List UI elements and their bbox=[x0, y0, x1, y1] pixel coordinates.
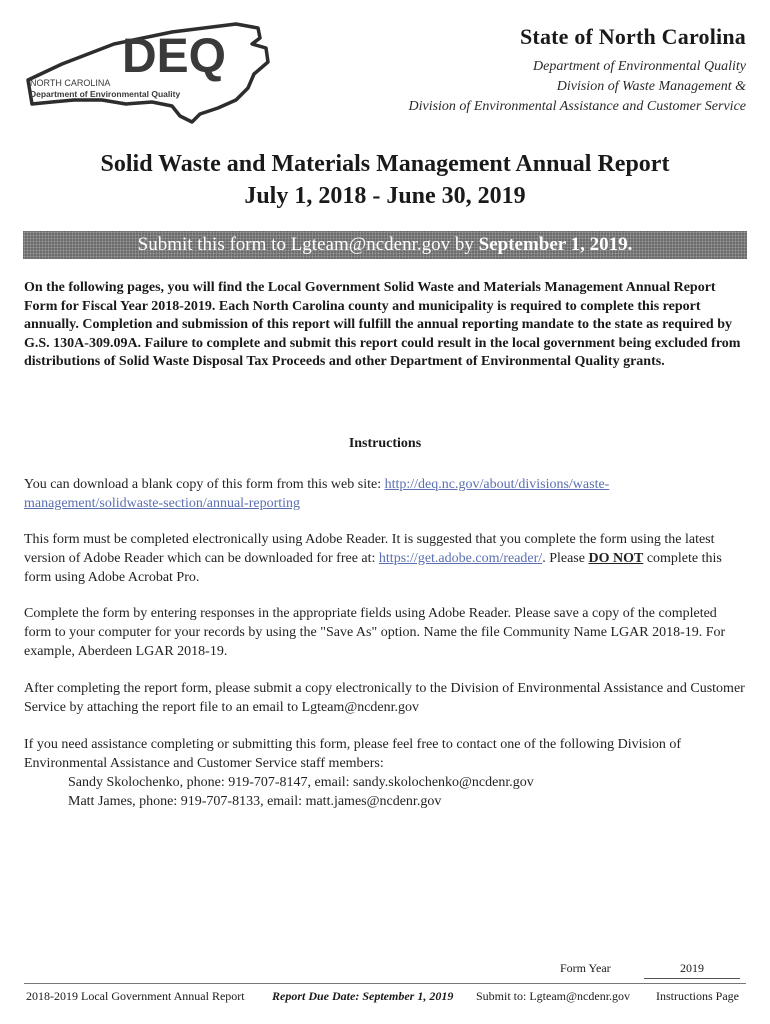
report-period: July 1, 2018 - June 30, 2019 bbox=[244, 183, 526, 209]
dept-line-1: Department of Environmental Quality bbox=[533, 59, 746, 74]
download-link[interactable]: http://deq.nc.gov/about/divisions/waste-management/solidwaste-section/annual-reporting bbox=[24, 477, 610, 511]
footer-due-date: Report Due Date: September 1, 2019 bbox=[272, 989, 454, 1003]
dept-line-2: Division of Waste Management & bbox=[556, 79, 746, 94]
footer-page-label: Instructions Page bbox=[656, 989, 739, 1003]
adobe-text-after: . Please bbox=[542, 551, 589, 566]
logo-subtitle-1: NORTH CAROLINA bbox=[30, 78, 111, 88]
submit-paragraph: After completing the report form, please submit a copy electronically to the Division of Environmental Assistance and Customer Service by attaching the report file to an email to Lgteam@ncdenr.gov bbox=[24, 681, 745, 715]
banner-deadline: September 1, 2019. bbox=[478, 234, 633, 255]
adobe-paragraph bbox=[24, 530, 746, 587]
banner-text: Submit this form to Lgteam@ncdenr.gov by bbox=[137, 234, 479, 255]
dept-line-3: Division of Environmental Assistance and Customer Service bbox=[408, 99, 746, 114]
form-year-underline bbox=[644, 978, 740, 979]
intro-paragraph: On the following pages, you will find the Local Government Solid Waste and Materials Management Annual Report Form for Fiscal Year 2018-2019. Each North Carolina county and municipality is required to complete this report annually. Completion and submission of this report will fulfill the annual reporting mandate to the state as required by G.S. 130A-309.09A. Failure to complete and submit this report could result in the local government being excluded from distributions of Solid Waste Disposal Tax Proceeds and other Department of Environmental Quality grants. bbox=[24, 280, 741, 370]
form-year-field[interactable]: 2019 bbox=[680, 961, 704, 975]
download-text: You can download a blank copy of this form from this web site: bbox=[24, 477, 385, 492]
deq-logo bbox=[22, 18, 272, 128]
adobe-text: This form must be completed electronically using Adobe Reader. It is suggested that you complete the form using the latest version of Adobe Reader which can be downloaded for free at: bbox=[24, 532, 715, 566]
assistance-paragraph bbox=[24, 735, 746, 811]
north-carolina-map-icon bbox=[22, 18, 272, 128]
state-name: State of North Carolina bbox=[519, 24, 746, 49]
assistance-text: If you need assistance completing or submitting this form, please feel free to contact one of the following Division of Environmental Assistance and Customer Service staff members: bbox=[24, 737, 682, 771]
contact-sandy: Sandy Skolochenko, phone: 919-707-8147, email: sandy.skolochenko@ncdenr.gov bbox=[68, 775, 534, 790]
contact-matt: Matt James, phone: 919-707-8133, email: matt.james@ncdenr.gov bbox=[68, 794, 442, 809]
logo-wordmark: DEQ bbox=[122, 30, 227, 83]
report-title: Solid Waste and Materials Management Annual Report bbox=[100, 151, 670, 177]
footer-report-name: 2018-2019 Local Government Annual Report bbox=[26, 989, 245, 1003]
instructions-heading: Instructions bbox=[348, 436, 422, 451]
adobe-text-end: complete this form using Adobe Acrobat Pro. bbox=[24, 551, 722, 585]
save-paragraph: Complete the form by entering responses in the appropriate fields using Adobe Reader. Please save a copy of the completed form to your computer for your records by using the "Save As" option. Name the file Community Name LGAR 2018-19. For example, Aberdeen LGAR 2018-19. bbox=[24, 606, 726, 659]
adobe-reader-link[interactable]: https://get.adobe.com/reader/ bbox=[378, 551, 543, 566]
submission-banner bbox=[23, 231, 747, 259]
agency-block bbox=[408, 24, 746, 117]
footer-divider bbox=[24, 983, 746, 984]
download-paragraph bbox=[24, 475, 746, 513]
do-not-emphasis: DO NOT bbox=[588, 551, 644, 566]
footer-submit-to: Submit to: Lgteam@ncdenr.gov bbox=[476, 989, 631, 1003]
form-year-label: Form Year bbox=[560, 961, 611, 975]
logo-subtitle-2: Department of Environmental Quality bbox=[30, 89, 181, 99]
